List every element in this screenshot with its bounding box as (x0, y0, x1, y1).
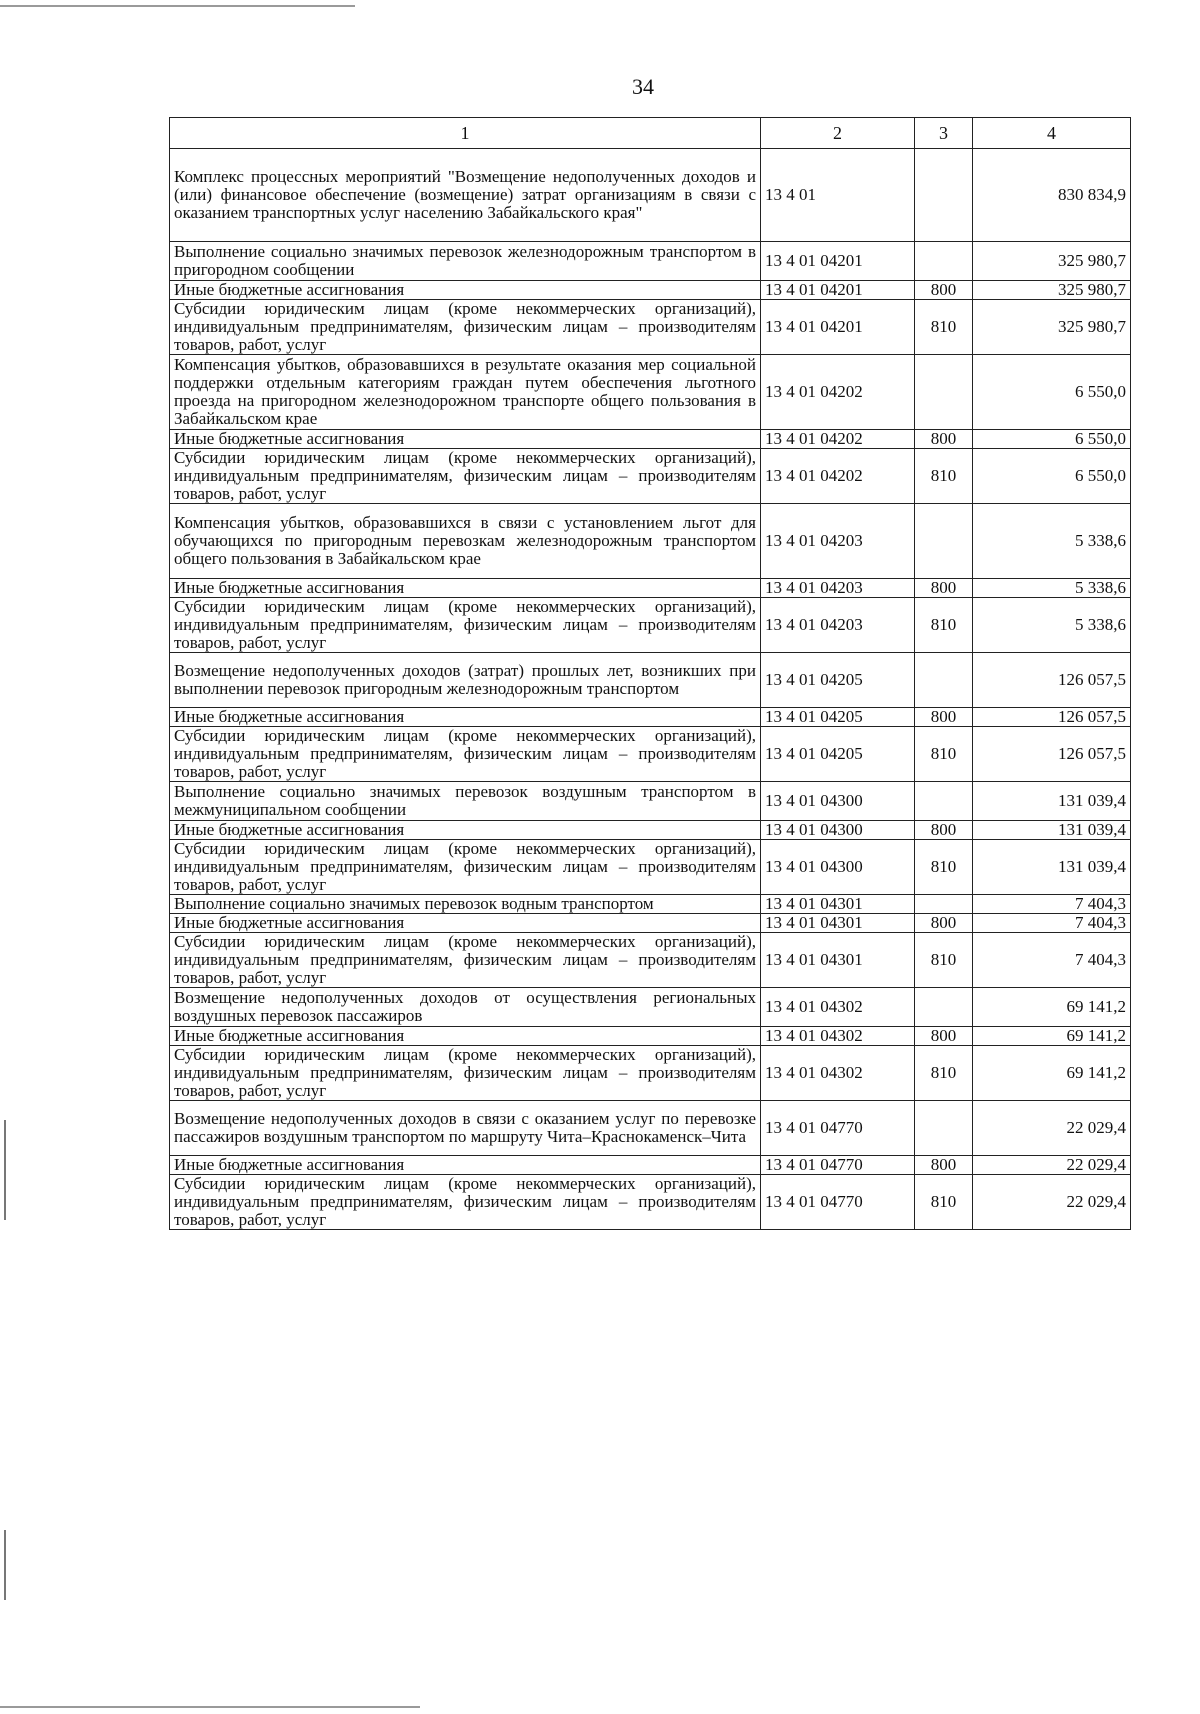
table-row (170, 355, 1131, 430)
row-amount-cell: 7 404,3 (973, 895, 1131, 914)
row-amount-cell: 5 338,6 (973, 598, 1131, 653)
table-row (170, 449, 1131, 504)
table-row (170, 895, 1131, 914)
row-name-cell: Возмещение недополученных доходов от осуществления региональных воздушных перевозок пассажиров (170, 988, 761, 1027)
row-type-cell (915, 653, 973, 708)
row-name-cell: Иные бюджетные ассигнования (170, 1027, 761, 1046)
row-amount-cell: 5 338,6 (973, 579, 1131, 598)
table-row (170, 821, 1131, 840)
margin-mark (4, 1530, 6, 1600)
row-type-cell: 800 (915, 1027, 973, 1046)
row-type-cell: 800 (915, 1156, 973, 1175)
budget-table (169, 117, 1131, 1230)
row-code-cell: 13 4 01 04301 (761, 895, 915, 914)
row-type-cell: 800 (915, 708, 973, 727)
margin-mark (4, 1120, 6, 1220)
row-name-cell: Выполнение социально значимых перевозок водным транспортом (170, 895, 761, 914)
row-type-cell (915, 355, 973, 430)
column-header-1: 1 (170, 118, 761, 149)
row-type-cell: 810 (915, 598, 973, 653)
row-amount-cell: 69 141,2 (973, 1027, 1131, 1046)
row-name-cell: Возмещение недополученных доходов в связи с оказанием услуг по перевозке пассажиров воздушным транспортом по маршруту Чита–Краснокаменск–Чита (170, 1101, 761, 1156)
row-code-cell: 13 4 01 04202 (761, 430, 915, 449)
row-type-cell (915, 988, 973, 1027)
row-amount-cell: 126 057,5 (973, 708, 1131, 727)
row-code-cell: 13 4 01 04203 (761, 598, 915, 653)
row-type-cell: 810 (915, 449, 973, 504)
row-type-cell (915, 242, 973, 281)
table-row (170, 727, 1131, 782)
table-row (170, 242, 1131, 281)
row-amount-cell: 22 029,4 (973, 1156, 1131, 1175)
row-type-cell: 800 (915, 579, 973, 598)
row-amount-cell: 131 039,4 (973, 840, 1131, 895)
row-type-cell: 810 (915, 1175, 973, 1230)
row-type-cell (915, 1101, 973, 1156)
row-amount-cell: 830 834,9 (973, 149, 1131, 242)
column-header-3: 3 (915, 118, 973, 149)
row-name-cell: Субсидии юридическим лицам (кроме некоммерческих организаций), индивидуальным предпринимателям, физическим лицам – производителям товаров, работ, услуг (170, 840, 761, 895)
row-name-cell: Иные бюджетные ассигнования (170, 821, 761, 840)
row-code-cell: 13 4 01 (761, 149, 915, 242)
row-name-cell: Иные бюджетные ассигнования (170, 430, 761, 449)
table-row (170, 300, 1131, 355)
table-row (170, 914, 1131, 933)
row-code-cell: 13 4 01 04770 (761, 1101, 915, 1156)
row-name-cell: Выполнение социально значимых перевозок железнодорожным транспортом в пригородном сообщении (170, 242, 761, 281)
table-row (170, 653, 1131, 708)
row-name-cell: Субсидии юридическим лицам (кроме некоммерческих организаций), индивидуальным предпринимателям, физическим лицам – производителям товаров, работ, услуг (170, 1175, 761, 1230)
row-name-cell: Комплекс процессных мероприятий "Возмещение недополученных доходов и (или) финансовое обеспечение (возмещение) затрат организациям в связи с оказанием транспортных услуг населению Забайкальского края" (170, 149, 761, 242)
row-code-cell: 13 4 01 04203 (761, 579, 915, 598)
row-name-cell: Возмещение недополученных доходов (затрат) прошлых лет, возникших при выполнении перевозок пригородным железнодорожным транспортом (170, 653, 761, 708)
row-code-cell: 13 4 01 04302 (761, 988, 915, 1027)
page-number: 34 (632, 74, 654, 99)
row-type-cell: 800 (915, 914, 973, 933)
row-code-cell: 13 4 01 04201 (761, 300, 915, 355)
row-amount-cell: 69 141,2 (973, 988, 1131, 1027)
row-amount-cell: 6 550,0 (973, 355, 1131, 430)
table-row (170, 1156, 1131, 1175)
row-code-cell: 13 4 01 04770 (761, 1156, 915, 1175)
row-code-cell: 13 4 01 04302 (761, 1046, 915, 1101)
row-name-cell: Иные бюджетные ассигнования (170, 914, 761, 933)
table-header-row (170, 118, 1131, 149)
table-row (170, 1027, 1131, 1046)
row-code-cell: 13 4 01 04201 (761, 242, 915, 281)
row-code-cell: 13 4 01 04202 (761, 449, 915, 504)
row-code-cell: 13 4 01 04205 (761, 708, 915, 727)
row-name-cell: Иные бюджетные ассигнования (170, 1156, 761, 1175)
row-code-cell: 13 4 01 04201 (761, 281, 915, 300)
row-type-cell (915, 895, 973, 914)
table-row (170, 708, 1131, 727)
row-type-cell: 810 (915, 1046, 973, 1101)
row-code-cell: 13 4 01 04300 (761, 840, 915, 895)
row-name-cell: Субсидии юридическим лицам (кроме некоммерческих организаций), индивидуальным предпринимателям, физическим лицам – производителям товаров, работ, услуг (170, 727, 761, 782)
row-amount-cell: 6 550,0 (973, 430, 1131, 449)
row-amount-cell: 325 980,7 (973, 281, 1131, 300)
row-type-cell: 810 (915, 300, 973, 355)
column-header-2: 2 (761, 118, 915, 149)
row-amount-cell: 131 039,4 (973, 821, 1131, 840)
row-code-cell: 13 4 01 04301 (761, 914, 915, 933)
row-name-cell: Субсидии юридическим лицам (кроме некоммерческих организаций), индивидуальным предпринимателям, физическим лицам – производителям товаров, работ, услуг (170, 933, 761, 988)
scan-edge-bottom (0, 1706, 420, 1708)
table-row (170, 1046, 1131, 1101)
budget-table-body (170, 118, 1131, 1230)
row-name-cell: Иные бюджетные ассигнования (170, 281, 761, 300)
table-row (170, 149, 1131, 242)
table-row (170, 504, 1131, 579)
row-name-cell: Субсидии юридическим лицам (кроме некоммерческих организаций), индивидуальным предпринимателям, физическим лицам – производителям товаров, работ, услуг (170, 1046, 761, 1101)
row-type-cell: 800 (915, 821, 973, 840)
row-name-cell: Иные бюджетные ассигнования (170, 708, 761, 727)
row-type-cell (915, 149, 973, 242)
row-amount-cell: 126 057,5 (973, 727, 1131, 782)
row-amount-cell: 22 029,4 (973, 1175, 1131, 1230)
table-row (170, 281, 1131, 300)
row-type-cell: 800 (915, 281, 973, 300)
row-amount-cell: 325 980,7 (973, 242, 1131, 281)
row-code-cell: 13 4 01 04302 (761, 1027, 915, 1046)
row-type-cell: 810 (915, 727, 973, 782)
row-amount-cell: 6 550,0 (973, 449, 1131, 504)
row-name-cell: Иные бюджетные ассигнования (170, 579, 761, 598)
row-code-cell: 13 4 01 04205 (761, 653, 915, 708)
table-row (170, 579, 1131, 598)
row-type-cell (915, 504, 973, 579)
table-row (170, 1175, 1131, 1230)
row-amount-cell: 22 029,4 (973, 1101, 1131, 1156)
table-row (170, 933, 1131, 988)
row-name-cell: Субсидии юридическим лицам (кроме некоммерческих организаций), индивидуальным предпринимателям, физическим лицам – производителям товаров, работ, услуг (170, 449, 761, 504)
row-name-cell: Компенсация убытков, образовавшихся в связи с установлением льгот для обучающихся по пригородным перевозкам железнодорожным транспортом общего пользования в Забайкальском крае (170, 504, 761, 579)
row-amount-cell: 131 039,4 (973, 782, 1131, 821)
row-code-cell: 13 4 01 04202 (761, 355, 915, 430)
row-code-cell: 13 4 01 04205 (761, 727, 915, 782)
row-type-cell: 800 (915, 430, 973, 449)
column-header-4: 4 (973, 118, 1131, 149)
row-name-cell: Компенсация убытков, образовавшихся в результате оказания мер социальной поддержки отдельным категориям граждан путем обеспечения льготного проезда на пригородном железнодорожном транспорте общего пользования в Забайкальском крае (170, 355, 761, 430)
table-row (170, 988, 1131, 1027)
scan-edge-top (0, 5, 355, 7)
row-name-cell: Выполнение социально значимых перевозок воздушным транспортом в межмуниципальном сообщении (170, 782, 761, 821)
table-row (170, 430, 1131, 449)
row-name-cell: Субсидии юридическим лицам (кроме некоммерческих организаций), индивидуальным предпринимателям, физическим лицам – производителям товаров, работ, услуг (170, 598, 761, 653)
table-row (170, 598, 1131, 653)
row-code-cell: 13 4 01 04300 (761, 821, 915, 840)
row-type-cell: 810 (915, 933, 973, 988)
table-row (170, 782, 1131, 821)
row-code-cell: 13 4 01 04301 (761, 933, 915, 988)
row-code-cell: 13 4 01 04300 (761, 782, 915, 821)
row-code-cell: 13 4 01 04770 (761, 1175, 915, 1230)
row-amount-cell: 7 404,3 (973, 933, 1131, 988)
row-type-cell: 810 (915, 840, 973, 895)
row-code-cell: 13 4 01 04203 (761, 504, 915, 579)
row-amount-cell: 126 057,5 (973, 653, 1131, 708)
row-amount-cell: 325 980,7 (973, 300, 1131, 355)
row-name-cell: Субсидии юридическим лицам (кроме некоммерческих организаций), индивидуальным предпринимателям, физическим лицам – производителям товаров, работ, услуг (170, 300, 761, 355)
row-amount-cell: 5 338,6 (973, 504, 1131, 579)
row-amount-cell: 7 404,3 (973, 914, 1131, 933)
table-row (170, 1101, 1131, 1156)
table-row (170, 840, 1131, 895)
row-amount-cell: 69 141,2 (973, 1046, 1131, 1101)
row-type-cell (915, 782, 973, 821)
